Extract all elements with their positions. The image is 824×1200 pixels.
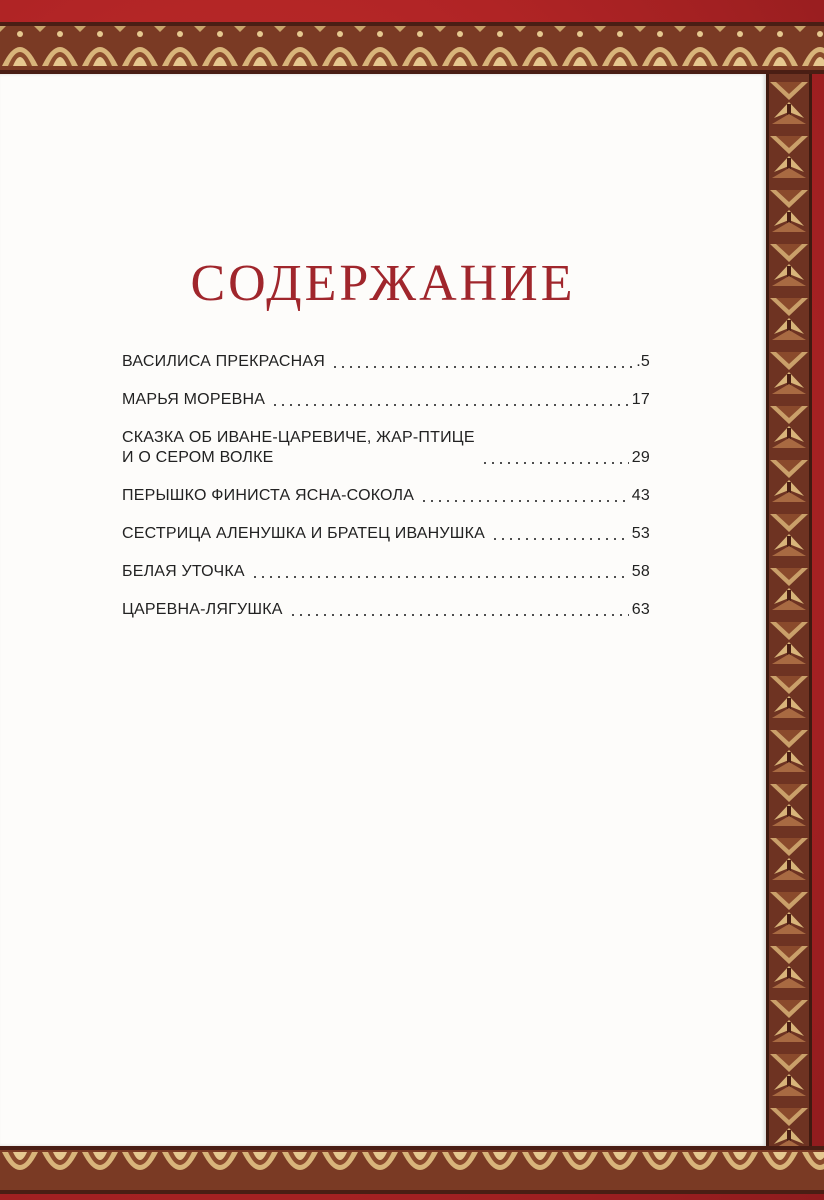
toc-entry-title: МАРЬЯ МОРЕВНА	[122, 391, 266, 408]
toc-entry-marya[interactable]	[122, 390, 650, 410]
toc-entry-title: БЕЛАЯ УТОЧКА	[122, 563, 245, 580]
toc-entry-page: .5	[636, 353, 650, 370]
toc-entry-page: 58	[631, 563, 650, 580]
toc-entry-finist[interactable]	[122, 486, 650, 506]
toc-entry-ivan-tsarevich[interactable]	[122, 428, 650, 468]
dot-leader	[420, 500, 629, 502]
ornamental-border-right	[766, 74, 812, 1146]
toc-entry-title: СЕСТРИЦА АЛЕНУШКА И БРАТЕЦ ИВАНУШКА	[122, 525, 486, 542]
ornamental-border-bottom	[0, 1146, 824, 1194]
dot-leader	[289, 614, 629, 616]
toc-entry-alenushka[interactable]	[122, 524, 650, 544]
dot-leader	[481, 462, 629, 464]
contents-page	[0, 74, 766, 1146]
toc-entry-title	[122, 428, 475, 468]
toc-entry-belaya-utochka[interactable]	[122, 562, 650, 582]
toc-entry-page: 43	[631, 487, 650, 504]
toc-entry-page: 17	[631, 391, 650, 408]
toc-entry-tsarevna-lyagushka[interactable]	[122, 600, 650, 620]
dot-leader	[491, 538, 629, 540]
toc-entry-page: 29	[631, 449, 650, 466]
toc-entry-title-line1: СКАЗКА ОБ ИВАНЕ-ЦАРЕВИЧЕ, ЖАР-ПТИЦЕ	[122, 429, 475, 446]
dot-leader	[331, 366, 633, 368]
toc-entry-title: ПЕРЫШКО ФИНИСТА ЯСНА-СОКОЛА	[122, 487, 415, 504]
toc-entry-title-line2: И О СЕРОМ ВОЛКЕ	[122, 449, 274, 466]
toc-entry-title: ВАСИЛИСА ПРЕКРАСНАЯ	[122, 353, 326, 370]
toc-entry-page: 63	[631, 601, 650, 618]
ornamental-border-top	[0, 22, 824, 74]
table-of-contents	[122, 352, 650, 638]
toc-entry-title: ЦАРЕВНА-ЛЯГУШКА	[122, 601, 283, 618]
toc-entry-vasilisa[interactable]	[122, 352, 650, 372]
dot-leader	[271, 404, 629, 406]
contents-heading: СОДЕРЖАНИЕ	[190, 255, 576, 312]
toc-entry-page: 53	[631, 525, 650, 542]
dot-leader	[251, 576, 629, 578]
